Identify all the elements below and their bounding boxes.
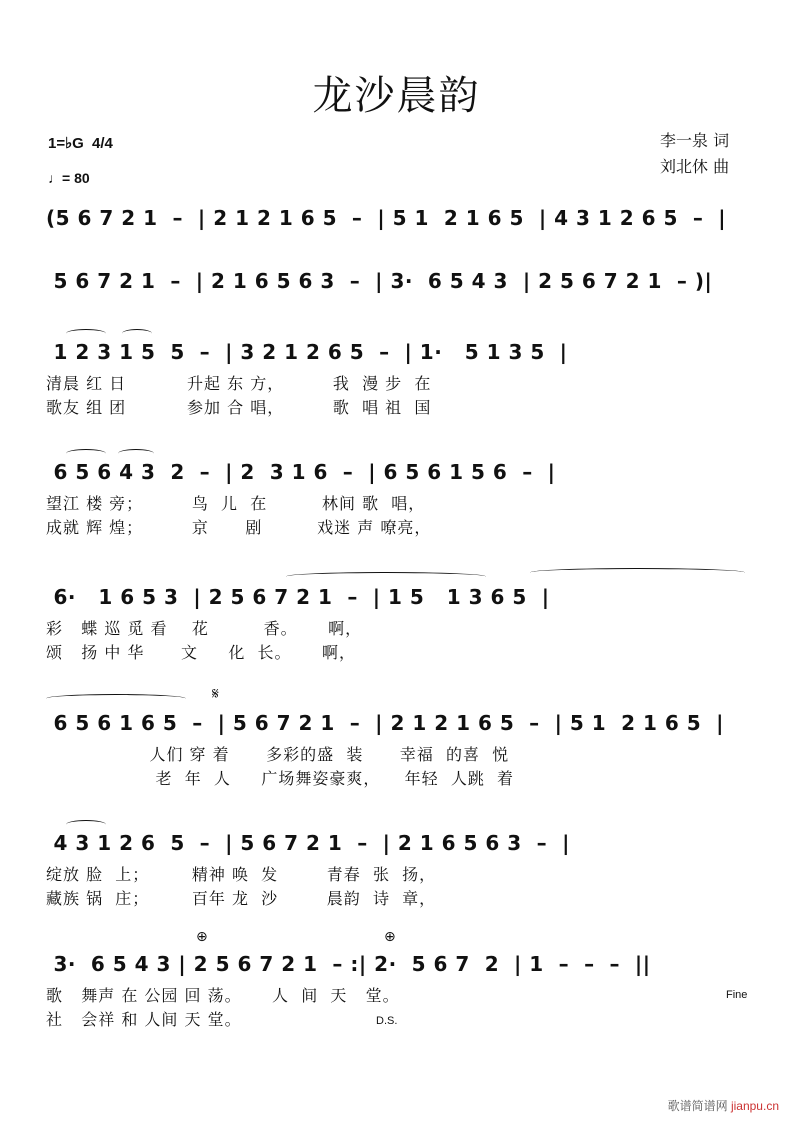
notation-line: (5 6 7 2 1 – | 2 1 2 1 6 5 – | 5 1 2 1 6 5 | 4 3 1 2 6 5 – | [46, 206, 727, 230]
lyric-verse-2: 歌友 组 团 参加 合 唱， 歌 唱 祖 国 [46, 398, 432, 417]
lyric-verse-2: 老 年 人 广场舞姿豪爽， 年轻 人跳 着 [46, 769, 515, 788]
lyric-verse-1: 望江 楼 旁； 鸟 儿 在 林间 歌 唱， [46, 494, 426, 513]
staff-line-7 [0, 826, 793, 916]
lyric-verse-1: 清晨 红 日 升起 东 方， 我 漫 步 在 [46, 374, 432, 393]
notation-line: 5 6 7 2 1 – | 2 1 6 5 6 3 – | 3· 6 5 4 3 | 2 5 6 7 2 1 – )| [46, 269, 713, 293]
slur [530, 568, 745, 577]
ds-marking: D.S. [376, 1015, 398, 1027]
lyric-verse-1: 绽放 脸 上； 精神 唤 发 青春 张 扬， [46, 865, 437, 884]
notation-line: 6 5 6 1 6 5 – | 5 6 7 2 1 – | 2 1 2 1 6 5 – | 5 1 2 1 6 5 | [46, 711, 724, 735]
staff-line-5 [0, 580, 793, 670]
key-signature [48, 134, 113, 152]
fine-marking: Fine [726, 989, 748, 1001]
coda-icon: ⊕ [384, 929, 396, 945]
staff-line-8 [0, 929, 793, 1037]
segno-icon: 𝄋 [212, 684, 219, 703]
watermark-site: 歌谱简谱网 [667, 1099, 728, 1113]
watermark [668, 1097, 779, 1114]
lyric-verse-2: 藏族 锅 庄； 百年 龙 沙 晨韵 诗 章， [46, 889, 437, 908]
key-label: 1=♭G [48, 135, 84, 152]
time-signature: 4/4 [92, 135, 113, 152]
notation-line: 4 3 1 2 6 5 – | 5 6 7 2 1 – | 2 1 6 5 6 3 – | [46, 831, 570, 855]
lyric-verse-1: 歌 舞声 在 公园 回 荡。 人 间 天 堂。 [46, 986, 400, 1005]
notation-line: 6· 1 6 5 3 | 2 5 6 7 2 1 – | 1 5 1 3 6 5 | [46, 585, 550, 609]
staff-line-3 [0, 335, 793, 425]
staff-line-6 [0, 684, 793, 796]
notation-line: 6 5 6 4 3 2 – | 2 3 1 6 – | 6 5 6 1 5 6 – | [46, 460, 556, 484]
composer: 刘北休 曲 [660, 157, 730, 176]
lyric-verse-2: 成就 辉 煌； 京 剧 戏迷 声 嘹亮， [46, 518, 432, 537]
notation-line: 1 2 3 1 5 5 – | 3 2 1 2 6 5 – | 1· 5 1 3 5 | [46, 340, 568, 364]
coda-icon: ⊕ [196, 929, 208, 945]
lyric-verse-2: 社 会祥 和 人间 天 堂。 [46, 1010, 242, 1029]
lyric-verse-1: 彩 蝶 巡 觅 看 花 香。 啊， [46, 619, 363, 638]
slur [46, 694, 186, 703]
watermark-url: jianpu.cn [730, 1099, 779, 1113]
notation-line: 3· 6 5 4 3 | 2 5 6 7 2 1 – :| 2· 5 6 7 2 | 1 – – – || [46, 952, 651, 976]
lyric-verse-2: 颂 扬 中 华 文 化 长。 啊， [46, 643, 356, 662]
staff-line-4 [0, 455, 793, 545]
lyric-verse-1: 人们 穿 着 多彩的盛 装 幸福 的喜 悦 [46, 745, 510, 764]
tempo-marking: ♩= 80 [48, 170, 90, 186]
lyricist: 李一泉 词 [660, 131, 730, 150]
song-title: 龙沙晨韵 [312, 73, 481, 119]
